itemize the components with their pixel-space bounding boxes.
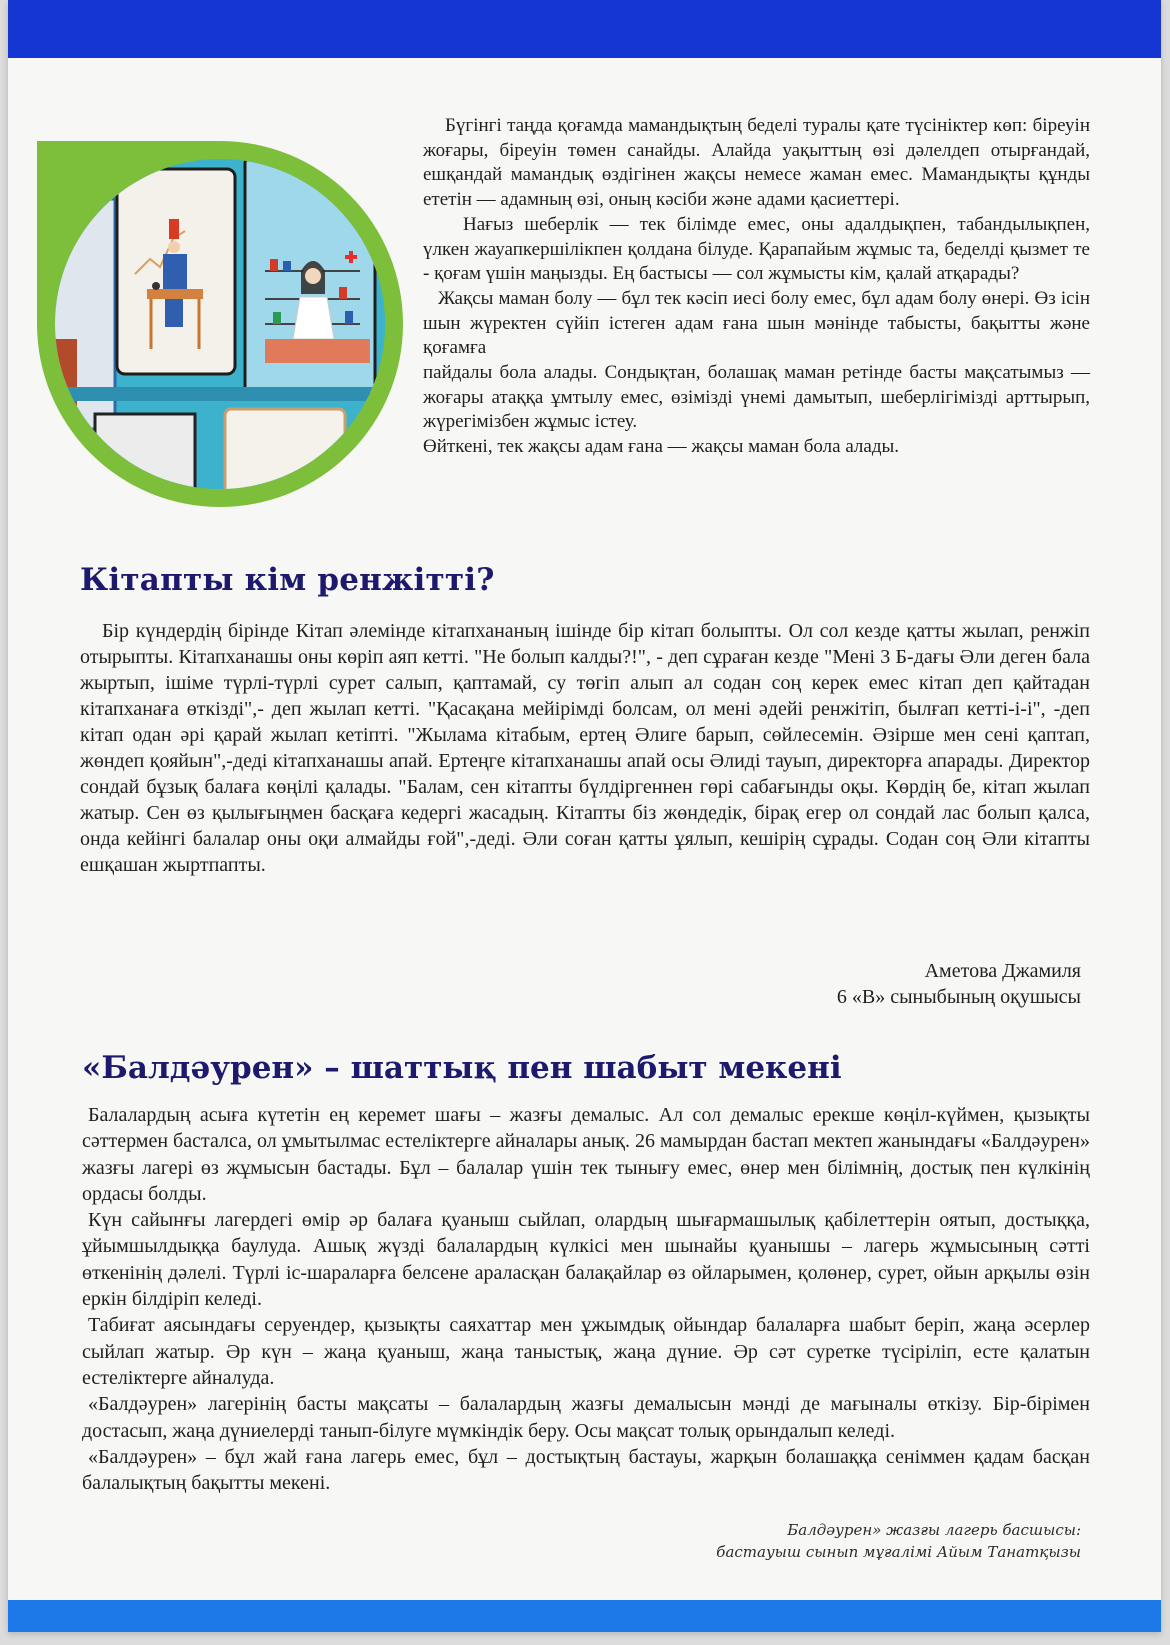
camp-signature <box>716 1519 1081 1563</box>
camp-paragraph: Табиғат аясындағы серуендер, қызықты саяхаттар мен ұжымдық ойындар балаларға шабыт беріп, жаңа әсерлер сыйлап жатыр. Әр күн – жаңа қуаныш, жаңа таныстық, жаңа дүние. Әр сәт суретке түсіріліп, есте қалатын естеліктерге айналуда. <box>82 1314 1090 1389</box>
intro-paragraph: Нағыз шеберлік — тек білімде емес, оны адалдықпен, табандылықпен, үлкен жауапкершілікпен қолдана білуде. Қарапайым жұмыс та, беделді қызмет те - қоғам үшін маңызды. Ең бастысы — сол жұмысты кім, қалай атқарады? <box>423 213 1090 285</box>
camp-paragraph: Күн сайынғы лагердегі өмір әр балаға қуаныш сыйлап, олардың шығармашылық қабілеттерін оятып, достыққа, ұйымшылдыққа баулуда. Ашық жүзді балалардың күлкісі мен шынайы қуанышы – лагерь жұмысының сәтті өткенінің дәлелі. Түрлі іс-шараларға белсене араласқан балақайлар өз ойларымен, қолөнер, сурет, ойын арқылы өзін еркін білдіріп келеді. <box>82 1209 1090 1311</box>
story-body <box>80 618 1090 878</box>
top-color-bar <box>8 0 1161 58</box>
author-class: 6 «В» сыныбының оқушысы <box>836 986 1081 1008</box>
story-title: Кітапты кім ренжітті? <box>80 562 495 598</box>
intro-paragraph: Жақсы маман болу — бұл тек кәсіп иесі болу емес, бұл адам болу өнері. Өз ісін шын жүректен сүйіп істеген адам ғана шын мәнінде табысты, бақытты және қоғамға <box>423 287 1090 359</box>
drawings-image-icon <box>55 159 385 489</box>
camp-paragraph: Балалардың асыға күтетін ең керемет шағы – жазғы демалыс. Ал сол демалыс ерекше көңіл-күймен, қызықты сәттермен басталса, ол ұмытылмас естеліктерге айналары анық. 26 мамырдан бастап мектеп жанындағы «Балдәурен» жазғы лагері өз жұмысын бастады. Бұл – балалар үшін тек тынығу емес, өнер мен білімнің, достық пен күлкінің ордасы болды. <box>82 1104 1090 1205</box>
story-author <box>837 958 1081 1010</box>
story-paragraph: Бір күндердің бірінде Кітап әлемінде кітапхананың ішінде бір кітап болыпты. Ол сол кезде қатты жылап, ренжіп отырыпты. Кітапханашы оны көріп аяп кетті. "Не болып калды?!", - деп сұраған кезде "Мені 3 Б-дағы Әли деген бала жыртып, ішіме түрлі-түрлі сурет салып, қаптамай, су төгіп алып ал содан соң керек емес кітап деп қайтадан кітапханаға өткізді",- деп жылап кетті. "Қасақана мейірімді болсам, ол мені әдейі ренжітіп, былғап кетті-і-і", -деп кітап одан әрі қарай жылап кетіпті. "Жылама кітабым, ертең Әлиге барып, сөйлесемін. Әзірше мен сені қаптап, жөндеп қояйын",-деді кітапханашы апай. Ертеңге кітапханашы апай осы Әлиді тауып, директорға апарады. Директор сондай бұзық балаға көңілі қалады. "Балам, сен кітапты бүлдіргеннен гөрі сабағынды оқы. Көрдің бе, кітап жылап жатыр. Сен өз қылығыңмен басқаға кедергі жасадың. Кітапты біз жөндедік, бірақ егер ол сондай лас болып қалса, онда кейінгі балалар оны оқи алмайды ғой",-деді. Әли соған қатты ұялып, кешірің сұрады. Содан соң Әли кітапты ешқашан жыртпапты. <box>80 620 1090 876</box>
camp-paragraph: «Балдәурен» – бұл жай ғана лагерь емес, бұл – достықтың бастауы, жарқын болашаққа сеніммен қадам басқан балалықтың бақытты мекені. <box>82 1445 1090 1495</box>
signature-role: Балдәурен» жазғы лагерь басшысы: <box>787 1521 1081 1539</box>
camp-paragraph: «Балдәурен» лагерінің басты мақсаты – балалардың жазғы демалысын мәнді де мағыналы өткізу. Бір-бірімен достасып, жаңа дүниелерді танып-білуге мүмкіндік беру. Осы мақсат толық орындалып келеді. <box>82 1393 1090 1442</box>
illustration-frame <box>37 141 403 507</box>
intro-article <box>423 114 1090 460</box>
intro-paragraph: Бүгінгі таңда қоғамда мамандықтың беделі туралы қате түсініктер көп: біреуін жоғары, біреуін төмен санайды. Алайда уақыттың өзі дәлелдеп отырғандай, ешқандай мамандық өздігінен жақсы немесе жаман емес. Мамандықты құнды ететін — адамның өзі, оның кәсіби және адами қасиеттері. <box>423 115 1090 211</box>
author-name: Аметова Джамиля <box>924 960 1081 982</box>
intro-paragraph: пайдалы бола алады. Сондықтан, болашақ маман ретінде басты мақсатымыз — жоғары атаққа ұмтылу емес, өзімізді үнемі дамытып, шеберлігімізді арттырып, жүрегімізбен жұмыс істеу. <box>423 362 1090 433</box>
camp-article-title: «Балдәурен» – шаттық пен шабыт мекені <box>82 1050 842 1086</box>
bottom-color-bar <box>8 1600 1161 1632</box>
newsletter-page <box>8 0 1161 1632</box>
intro-paragraph: Өйткені, тек жақсы адам ғана — жақсы маман бола алады. <box>423 436 900 458</box>
professions-illustration <box>55 159 385 489</box>
signature-name: бастауыш сынып мұғалімі Айым Танатқызы <box>716 1543 1081 1561</box>
camp-article-body <box>82 1102 1090 1496</box>
